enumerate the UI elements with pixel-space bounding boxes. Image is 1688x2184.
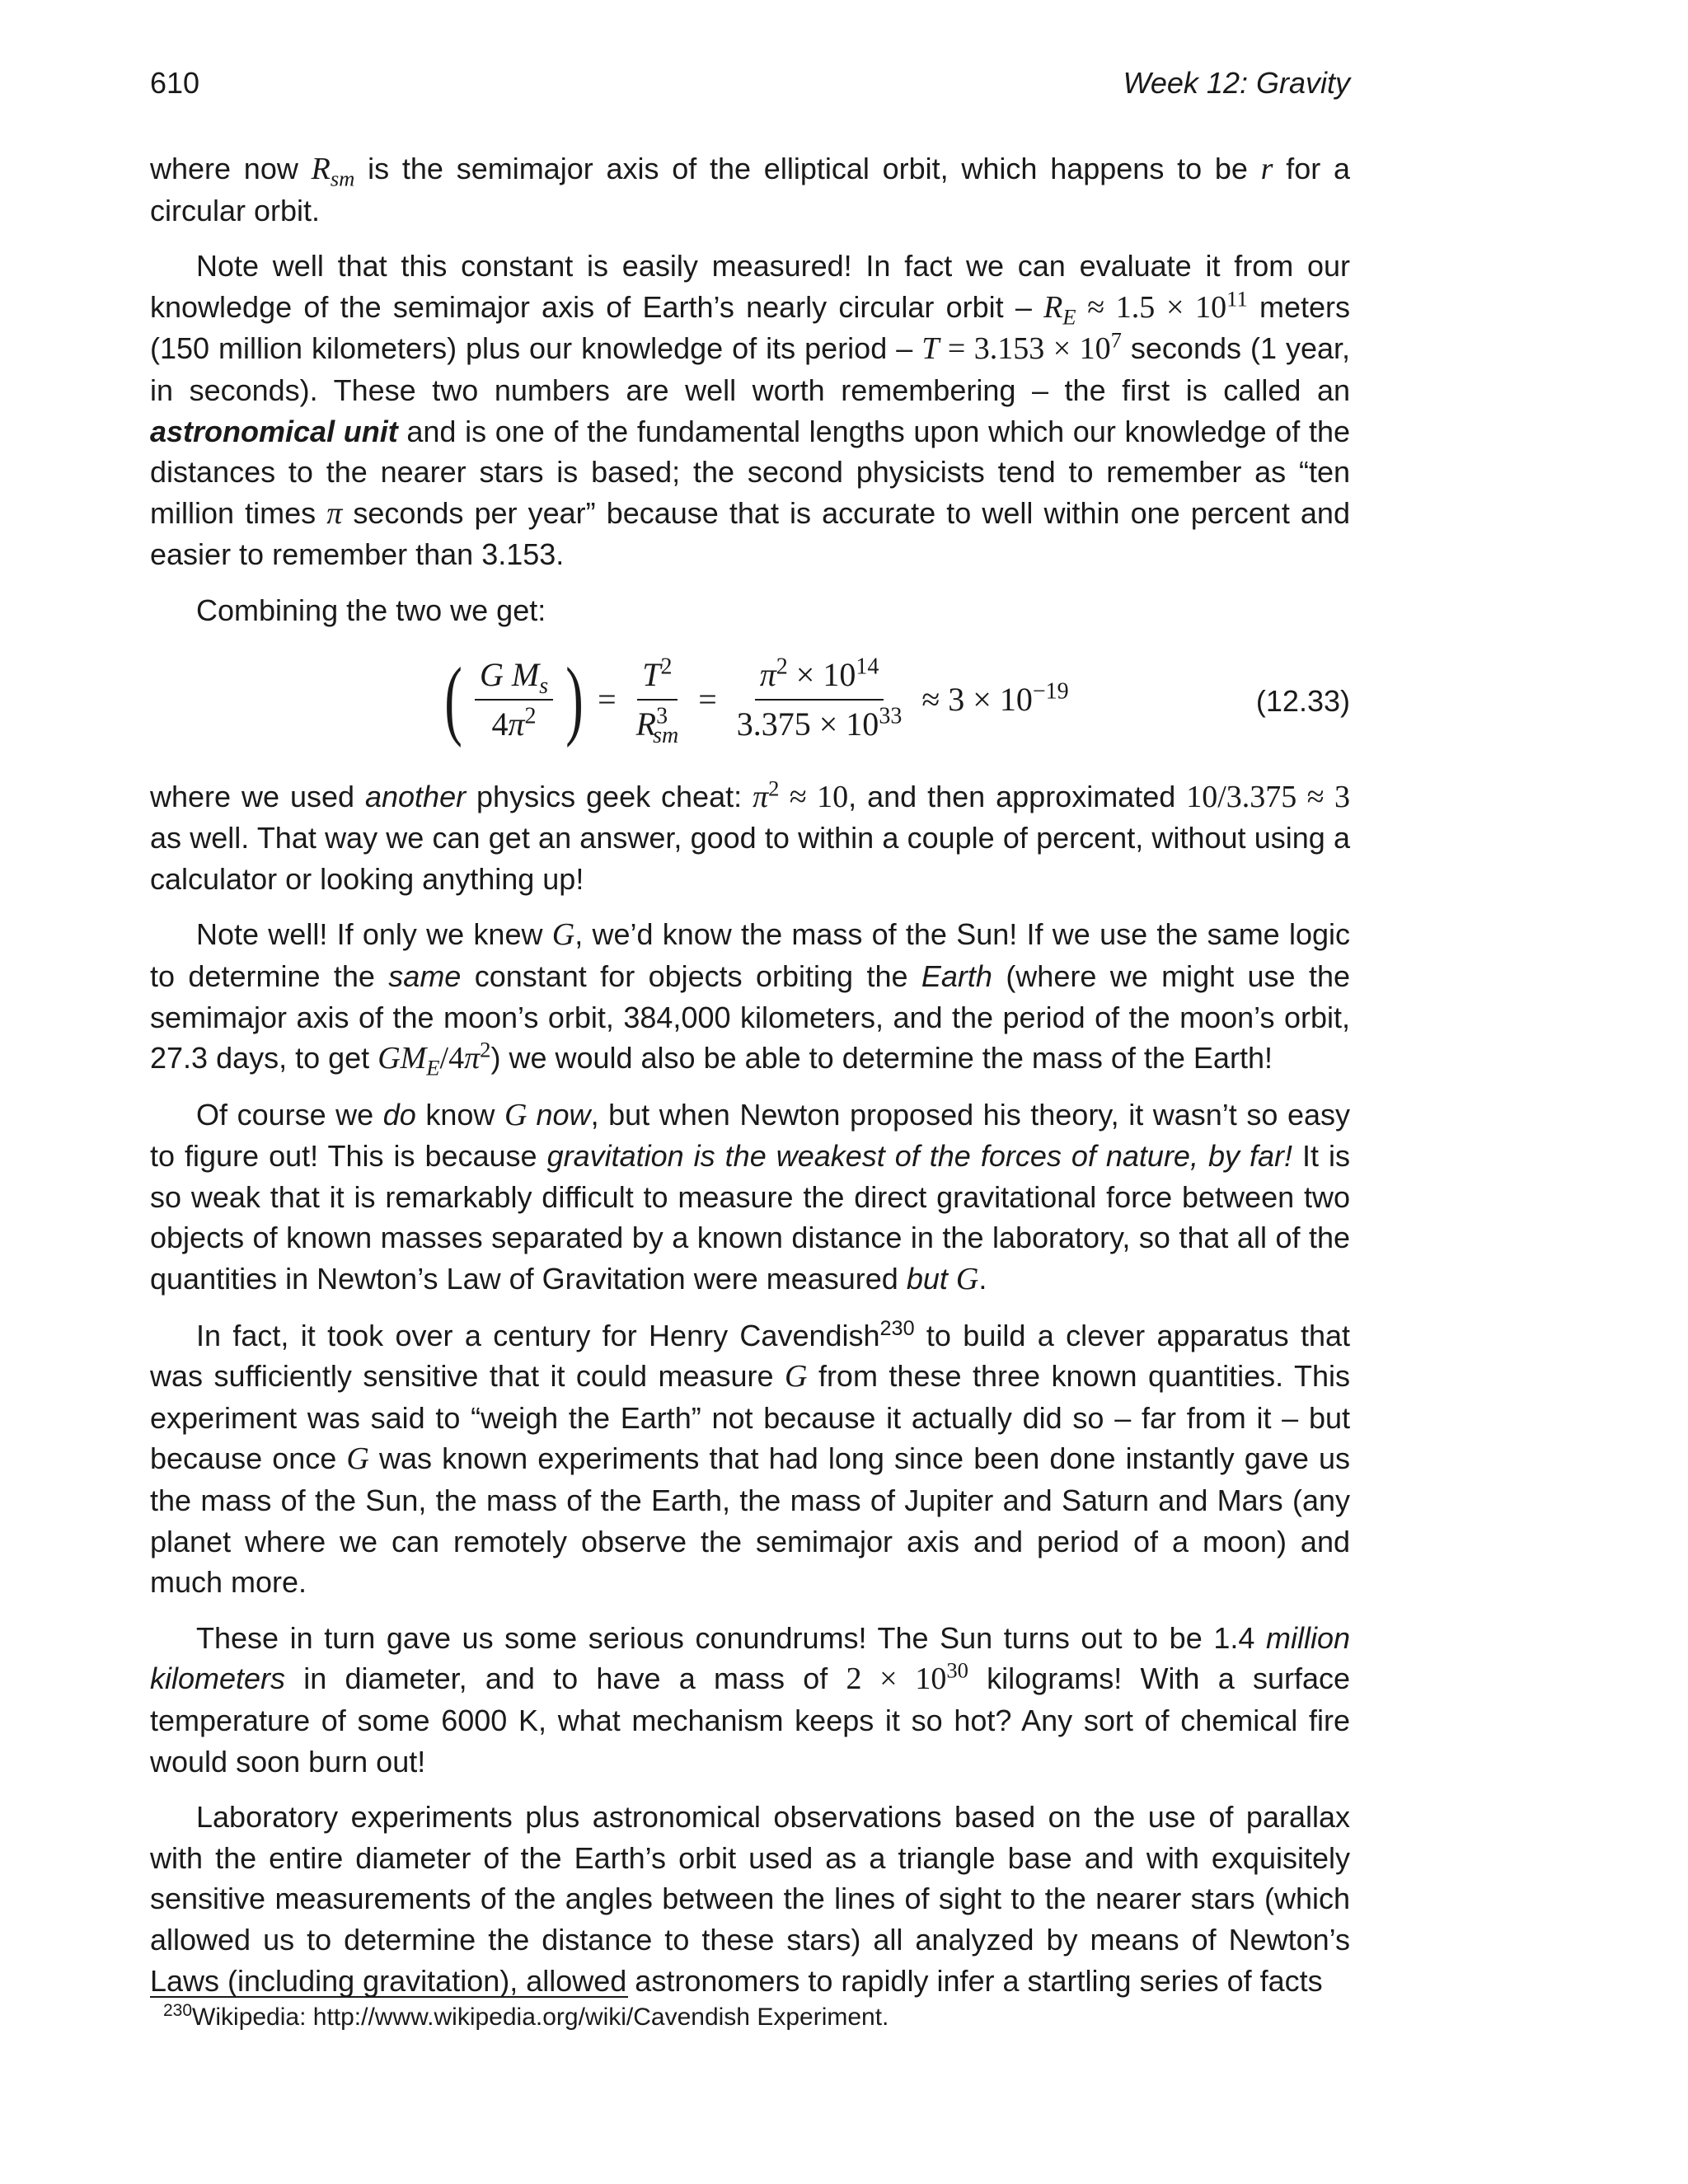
paragraph-1: where now $R_{sm}$ is the semimajor axis of the elliptical orbit, which happens to be r for a circular orbit. [150,152,1350,227]
math-re: $R_E$ [1043,289,1076,330]
paragraph-8: These in turn gave us some serious conundrums! The Sun turns out to be 1.4 million kilometers in diameter, and to have a mass of $2 \times 10^{30}$ kilograms! With a surface temperature of some 6000 K, what mechanism keeps it so hot? Any sort of chemical fire would soon burn out! [150,1620,1351,1779]
page-number: 610 [150,66,200,100]
term-astronomical-unit: astronomical unit [150,414,398,448]
equation-body: ( $\frac{G M_s}{4\pi^2}$ ) = $\frac{T^2}{R^3_{sm}}$ = $\frac{\pi^2 \times 10^{14}}{3.375 \times 10^{33}}$ ≈ $3 \times 10^{-19}$ [444,649,1069,748]
body-text [150,148,1350,2016]
paragraph-3: Combining the two we get: [196,593,546,627]
equation-12-33 [150,646,1350,762]
math-rsm: $R_{sm}$ [311,152,355,191]
paragraph-4: where we used another physics geek cheat: $\pi^2 \approx 10$, and then approximated 10/3.375 ≈ 3 as well. That way we can get an answer, good to within a couple of percent, without using a calculator or looking anything up! [150,775,1351,896]
running-title: Week 12: Gravity [1123,66,1350,100]
paragraph-5: Note well! If only we knew G, we’d know the mass of the Sun! If we use the same logic to determine the same constant for objects orbiting the Earth (where we might use the semimajor axis of the moon’s orbit, 384,000 kilometers, and the period of the moon’s orbit, 27.3 days, to get $GM_E/4\pi^2$) we would also be able to determine the mass of the Earth! [150,917,1351,1080]
footnote-230: $^{230}$Wikipedia: http://www.wikipedia.org/wiki/Cavendish Experiment. [163,2001,889,2031]
footnote-rule [150,1996,628,1998]
paragraph-6: Of course we do know G now, but when Newton proposed his theory, it wasn’t so easy to figure out! This is because gravitation is the weakest of the forces of nature, by far! It is so weak that it is remarkably difficult to measure the direct gravitational force between two objects of known masses separated by a known distance in the laboratory, so that all of the quantities in Newton’s Law of Gravitation were measured but G. [150,1097,1350,1297]
paragraph-9: Laboratory experiments plus astronomical observations based on the use of parallax with the entire diameter of the Earth’s orbit used as a triangle base and with exquisitely sensitive measurements of the angles between the lines of sight to the nearer stars (which allowed us to determine the distance to these stars) all analyzed by means of Newton’s Laws (including gravitation), allowed astronomers to rapidly infer a startling series of facts [150,1800,1350,1998]
paragraph-2: Note well that this constant is easily measured! In fact we can evaluate it from our knowledge of the semimajor axis of Earth’s nearly circular orbit – $R_E \approx 1.5 \times 10^{11}$ meters (150 million kilometers) plus our knowledge of its period – $T = 3.153 \times 10^7$ seconds (1 year, in seconds). These two numbers are well worth remembering – the first is called an astronomical unit and is one of the fundamental lengths upon which our knowledge of the distances to the nearer stars is based; the second physicists tend to remember as “ten million times π seconds per year” because that is accurate to well within one percent and easier to remember than 3.153. [150,249,1351,572]
paragraph-7: In fact, it took over a century for Henry Cavendish$^{230}$ to build a clever apparatus that was sufficiently sensitive that it could measure G from these three known quantities. This experiment was said to “weigh the Earth” not because it actually did so – far from it – but because once G was known experiments that had long since been done instantly gave us the mass of the Sun, the mass of the Earth, the mass of Jupiter and Saturn and Mars (any planet where we can remotely observe the semimajor axis and period of a moon) and much more. [150,1316,1351,1600]
equation-number: (12.33) [1255,683,1350,718]
math-r: r [1260,152,1273,186]
footnote-ref-230: 230 [879,1316,915,1340]
